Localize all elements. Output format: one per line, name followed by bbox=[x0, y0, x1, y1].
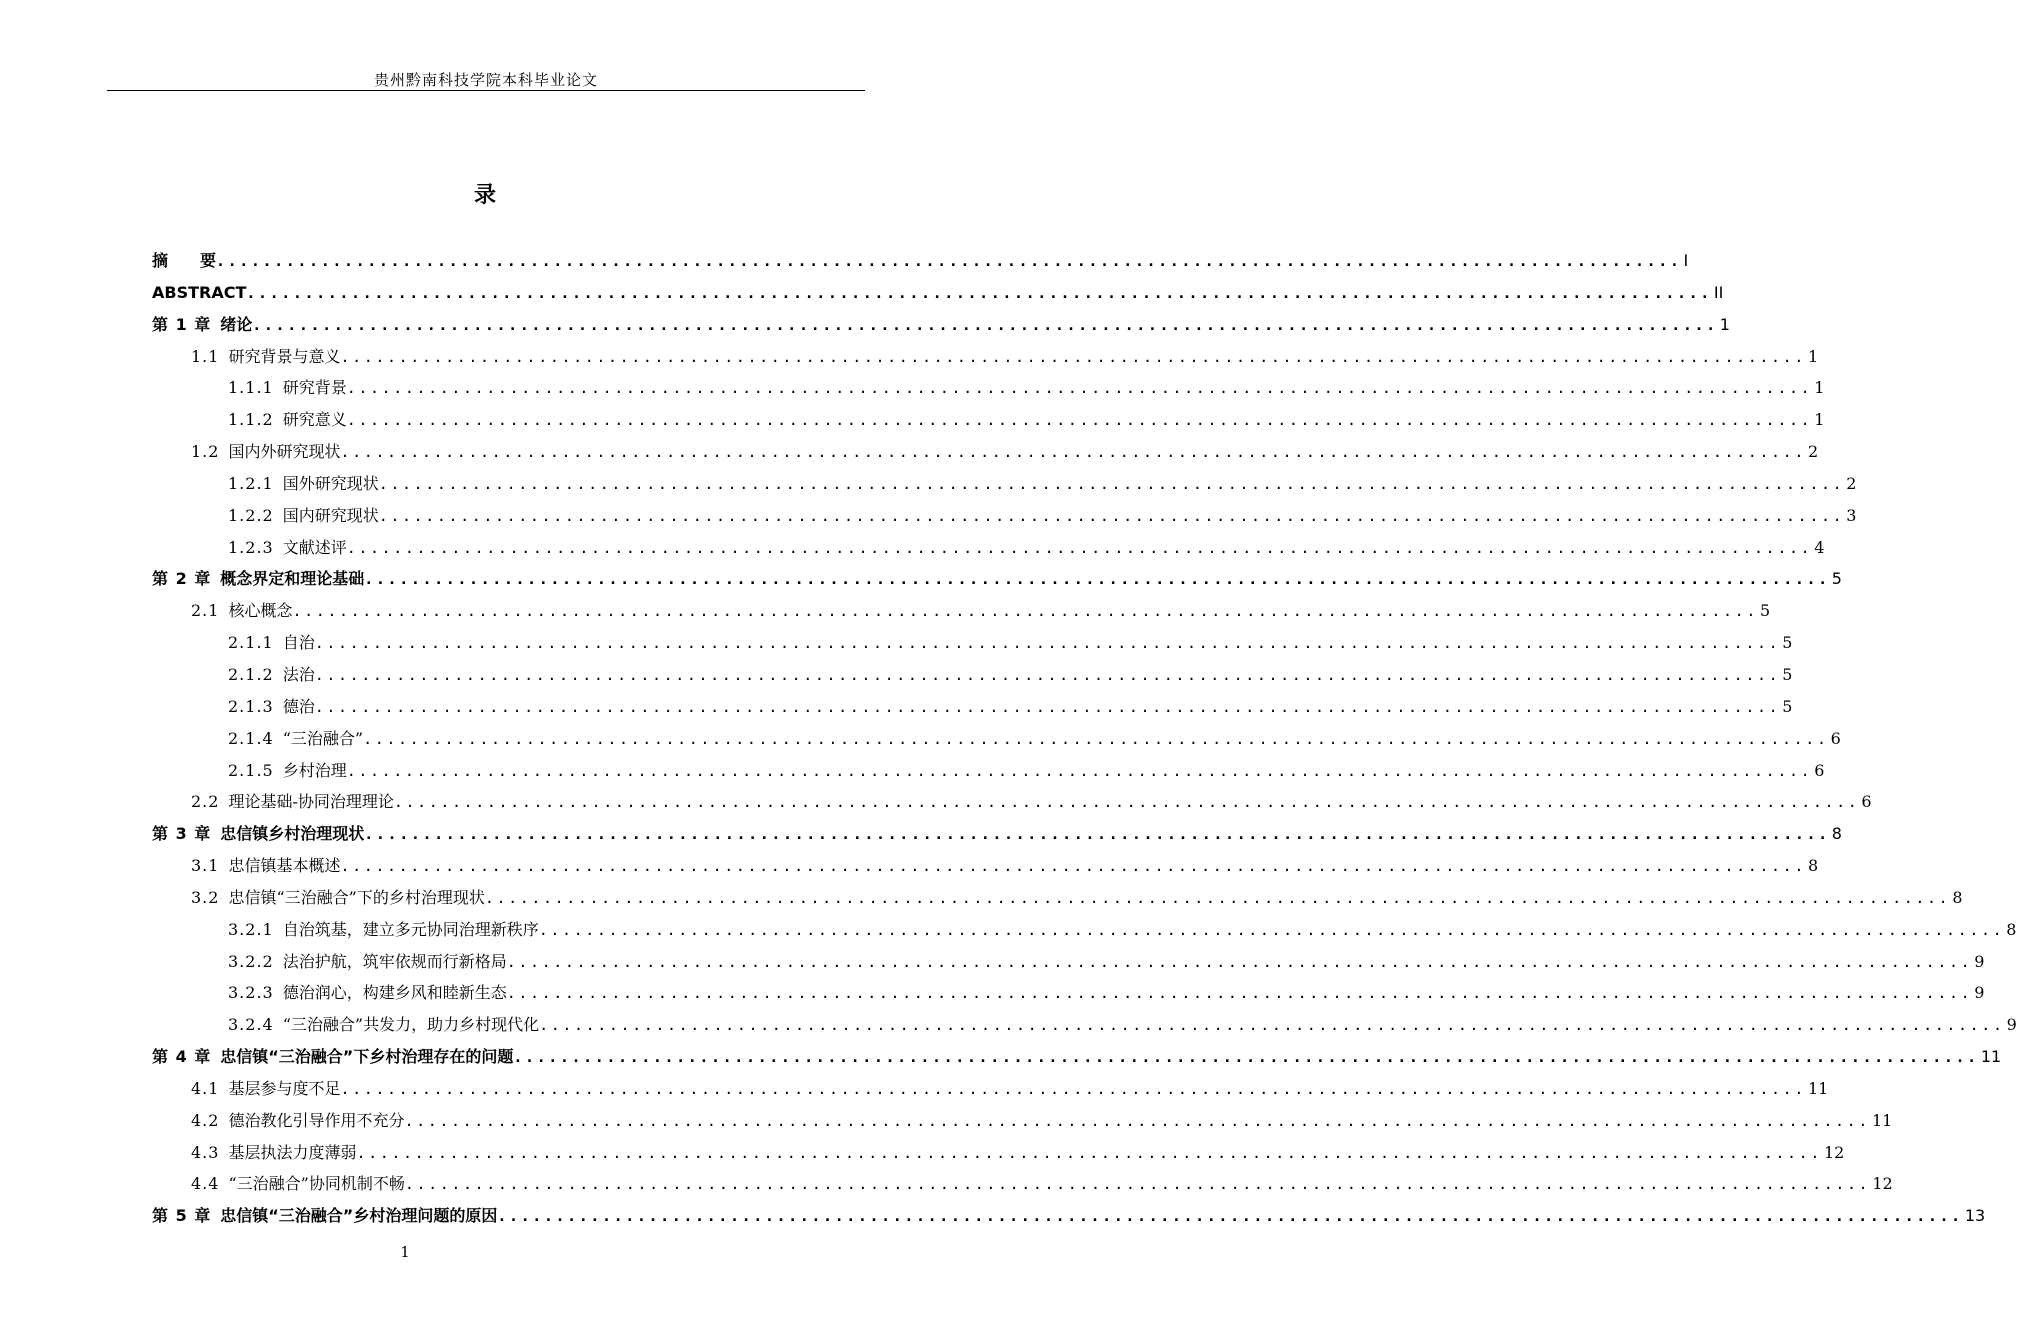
dot-leader: .............................................................................................................................. bbox=[378, 506, 1845, 525]
dot-leader: .............................................................................................................................. bbox=[340, 443, 1806, 462]
toc-entry-page: 12 bbox=[1872, 1174, 1893, 1194]
table-of-contents bbox=[152, 245, 2017, 1232]
toc-entry-text: 核心概念 bbox=[228, 601, 293, 621]
toc-entry-page: 11 bbox=[1871, 1110, 1893, 1130]
dot-leader: .............................................................................................................................. bbox=[393, 793, 1860, 812]
toc-entry[interactable] bbox=[152, 1137, 1845, 1169]
dot-leader: .............................................................................................................................. bbox=[404, 1175, 1871, 1194]
toc-entry-title bbox=[191, 1105, 404, 1137]
dot-leader: .............................................................................................................................. bbox=[340, 347, 1806, 366]
toc-entry-title bbox=[228, 946, 507, 978]
toc-entry-text: 概念界定和理论基础 bbox=[220, 569, 365, 589]
toc-entry-number: 2.1.2 bbox=[228, 664, 274, 684]
toc-entry[interactable] bbox=[152, 1073, 1829, 1105]
dot-leader: .............................................................................................................................. bbox=[340, 1079, 1806, 1098]
toc-entry[interactable] bbox=[152, 1200, 1986, 1232]
toc-entry-number: 2.1.5 bbox=[228, 760, 274, 780]
toc-entry-text: 德治润心，构建乡风和睦新生态 bbox=[282, 983, 507, 1003]
toc-entry-text: 忠信镇“三治融合”乡村治理问题的原因 bbox=[220, 1206, 498, 1226]
dot-leader: .............................................................................................................................. bbox=[363, 729, 1829, 748]
toc-entry-text: 忠信镇基本概述 bbox=[228, 856, 341, 876]
toc-entry[interactable] bbox=[152, 977, 1985, 1009]
dot-leader: .............................................................................................................................. bbox=[378, 474, 1845, 493]
toc-entry-text: 文献述评 bbox=[282, 537, 347, 557]
dot-leader: .............................................................................................................................. bbox=[292, 602, 1758, 621]
toc-entry[interactable] bbox=[152, 1168, 1893, 1200]
toc-entry-title bbox=[152, 245, 216, 277]
dot-leader: .............................................................................................................................. bbox=[216, 252, 1682, 270]
toc-entry-text: “三治融合”共发力，助力乡村现代化 bbox=[282, 1015, 540, 1035]
dot-leader: .............................................................................................................................. bbox=[346, 379, 1813, 398]
toc-entry-page: 1 bbox=[1807, 346, 1819, 366]
toc-entry-text: 乡村治理 bbox=[282, 760, 347, 780]
toc-entry-number: 第 3 章 bbox=[152, 824, 212, 844]
toc-entry[interactable] bbox=[152, 850, 1819, 882]
toc-entry-title bbox=[152, 1041, 513, 1073]
toc-entry[interactable] bbox=[152, 563, 1842, 595]
toc-entry-page: 8 bbox=[2006, 919, 2017, 939]
toc-entry-page: 9 bbox=[2006, 1015, 2017, 1035]
dot-leader: .............................................................................................................................. bbox=[314, 697, 1781, 716]
toc-entry-text: 忠信镇乡村治理现状 bbox=[220, 824, 365, 844]
toc-entry-title bbox=[191, 850, 340, 882]
toc-entry[interactable] bbox=[152, 755, 1825, 787]
toc-entry-number: 1.2.3 bbox=[228, 537, 274, 557]
toc-entry[interactable] bbox=[152, 404, 1825, 436]
toc-entry-number: 4.1 bbox=[191, 1078, 220, 1098]
toc-entry-title bbox=[152, 818, 364, 850]
toc-entry[interactable] bbox=[152, 341, 1819, 373]
toc-entry-text: ABSTRACT bbox=[152, 282, 247, 302]
toc-entry-number: 1.1.1 bbox=[228, 378, 274, 398]
dot-leader: .............................................................................................................................. bbox=[497, 1207, 1963, 1226]
toc-entry[interactable] bbox=[152, 723, 1841, 755]
toc-entry-number: 3.2.2 bbox=[228, 951, 274, 971]
toc-entry[interactable] bbox=[152, 500, 1857, 532]
toc-entry[interactable] bbox=[152, 309, 1730, 341]
toc-entry-text: 德治教化引导作用不充分 bbox=[228, 1110, 405, 1130]
toc-entry-page: 5 bbox=[1782, 696, 1793, 716]
toc-entry-title bbox=[228, 914, 539, 946]
toc-entry-number: 1.1.2 bbox=[228, 410, 274, 430]
toc-entry[interactable] bbox=[152, 659, 1793, 691]
toc-entry-number: 3.2.4 bbox=[228, 1015, 274, 1035]
toc-entry-title bbox=[191, 1073, 340, 1105]
toc-entry[interactable] bbox=[152, 245, 1689, 277]
toc-entry-text: 摘 要 bbox=[152, 251, 217, 270]
toc-title: 录 bbox=[473, 183, 496, 208]
toc-entry-title bbox=[228, 627, 315, 659]
toc-entry-page: 11 bbox=[1807, 1078, 1829, 1098]
toc-entry[interactable] bbox=[152, 1105, 1893, 1137]
toc-entry-title bbox=[152, 277, 246, 309]
toc-entry-title bbox=[228, 500, 379, 532]
toc-entry-title bbox=[152, 1200, 497, 1232]
dot-leader: .............................................................................................................................. bbox=[314, 634, 1781, 653]
toc-entry-number: 第 1 章 bbox=[152, 314, 212, 334]
toc-entry-number: 2.1.1 bbox=[228, 633, 274, 653]
toc-entry[interactable] bbox=[152, 946, 1985, 978]
dot-leader: .............................................................................................................................. bbox=[484, 888, 1951, 907]
toc-entry-page: 5 bbox=[1782, 664, 1793, 684]
toc-entry-text: 德治 bbox=[282, 696, 315, 716]
toc-entry-text: 研究背景 bbox=[282, 378, 347, 398]
header-rule bbox=[107, 90, 865, 91]
toc-entry-number: 2.1 bbox=[191, 601, 220, 621]
toc-entry-text: 基层参与度不足 bbox=[228, 1078, 341, 1098]
toc-entry-page: 8 bbox=[1952, 887, 1963, 907]
dot-leader: .............................................................................................................................. bbox=[506, 952, 1973, 971]
dot-leader: .............................................................................................................................. bbox=[346, 761, 1813, 780]
toc-entry-text: 自治 bbox=[282, 633, 315, 653]
toc-entry-page: 8 bbox=[1831, 824, 1842, 844]
toc-entry-page: 6 bbox=[1830, 728, 1841, 748]
toc-entry-title bbox=[228, 723, 363, 755]
toc-entry-page: 1 bbox=[1814, 378, 1825, 398]
toc-entry-page: 9 bbox=[1974, 951, 1985, 971]
dot-leader: .............................................................................................................................. bbox=[356, 1143, 1822, 1162]
toc-entry-number: 3.2 bbox=[191, 887, 220, 907]
toc-entry-title bbox=[191, 595, 292, 627]
toc-entry-page: 8 bbox=[1807, 856, 1819, 876]
toc-entry-title bbox=[228, 404, 347, 436]
toc-entry-text: 忠信镇“三治融合”下的乡村治理现状 bbox=[228, 887, 485, 907]
toc-entry-number: 1.2.1 bbox=[228, 473, 274, 493]
toc-entry[interactable] bbox=[152, 532, 1825, 564]
toc-entry-text: 自治筑基，建立多元协同治理新秩序 bbox=[282, 919, 539, 939]
toc-entry-page: 2 bbox=[1807, 442, 1819, 462]
toc-entry-page: II bbox=[1713, 282, 1724, 302]
page-header: 贵州黔南科技学院本科毕业论文 bbox=[373, 71, 598, 89]
toc-entry-page: 6 bbox=[1861, 792, 1872, 812]
toc-entry-title bbox=[228, 372, 347, 404]
toc-entry-page: 11 bbox=[1980, 1047, 2002, 1067]
toc-entry-title bbox=[228, 691, 315, 723]
toc-entry-title bbox=[191, 786, 394, 818]
toc-entry-title bbox=[152, 563, 364, 595]
toc-entry-number: 4.3 bbox=[191, 1142, 220, 1162]
toc-entry-number: 第 4 章 bbox=[152, 1047, 212, 1067]
page-number: 1 bbox=[400, 1243, 410, 1261]
dot-leader: .............................................................................................................................. bbox=[364, 825, 1830, 844]
toc-entry-number: 3.1 bbox=[191, 856, 220, 876]
toc-entry-text: 法治护航，筑牢依规而行新格局 bbox=[282, 951, 507, 971]
toc-entry-page: 5 bbox=[1782, 633, 1793, 653]
toc-entry-title bbox=[228, 659, 315, 691]
toc-entry[interactable] bbox=[152, 882, 1963, 914]
toc-entry-number: 3.2.1 bbox=[228, 919, 274, 939]
toc-entry-page: 1 bbox=[1814, 410, 1825, 430]
toc-entry-number: 4.2 bbox=[191, 1110, 220, 1130]
toc-entry-number: 3.2.3 bbox=[228, 983, 274, 1003]
toc-entry-title bbox=[228, 468, 379, 500]
toc-entry-number: 1.2.2 bbox=[228, 505, 274, 525]
toc-entry-page: I bbox=[1683, 251, 1689, 270]
toc-entry-title bbox=[191, 1137, 356, 1169]
toc-entry-number: 4.4 bbox=[191, 1174, 220, 1194]
toc-entry[interactable] bbox=[152, 277, 1724, 309]
toc-entry[interactable] bbox=[152, 1041, 2002, 1073]
toc-entry[interactable] bbox=[152, 1009, 2017, 1041]
toc-entry-number: 2.2 bbox=[191, 792, 220, 812]
toc-entry[interactable] bbox=[152, 627, 1793, 659]
toc-entry-number: 1.2 bbox=[191, 442, 220, 462]
toc-entry-number: 1.1 bbox=[191, 346, 220, 366]
toc-entry-page: 3 bbox=[1846, 505, 1857, 525]
dot-leader: .............................................................................................................................. bbox=[346, 538, 1813, 557]
dot-leader: .............................................................................................................................. bbox=[506, 984, 1973, 1003]
toc-entry-text: “三治融合” bbox=[282, 728, 364, 748]
toc-entry[interactable] bbox=[152, 436, 1819, 468]
toc-entry[interactable] bbox=[152, 818, 1842, 850]
toc-entry-title bbox=[191, 882, 485, 914]
dot-leader: .............................................................................................................................. bbox=[314, 665, 1781, 684]
dot-leader: .............................................................................................................................. bbox=[404, 1111, 1870, 1130]
toc-entry[interactable] bbox=[152, 914, 2017, 946]
toc-entry-text: 国外研究现状 bbox=[282, 473, 379, 493]
toc-entry-text: “三治融合”协同机制不畅 bbox=[228, 1174, 405, 1194]
toc-entry-number: 2.1.3 bbox=[228, 696, 274, 716]
toc-entry-text: 研究背景与意义 bbox=[228, 346, 341, 366]
toc-entry-page: 6 bbox=[1814, 760, 1825, 780]
toc-entry-title bbox=[228, 532, 347, 564]
toc-entry-title bbox=[191, 1168, 405, 1200]
toc-entry-text: 理论基础-协同治理理论 bbox=[228, 792, 394, 812]
toc-entry-text: 绪论 bbox=[220, 314, 253, 334]
toc-entry-text: 研究意义 bbox=[282, 410, 347, 430]
toc-entry-title bbox=[191, 436, 340, 468]
toc-entry[interactable] bbox=[152, 468, 1857, 500]
toc-entry-text: 法治 bbox=[282, 664, 315, 684]
dot-leader: .............................................................................................................................. bbox=[539, 1016, 2005, 1035]
toc-entry-text: 基层执法力度薄弱 bbox=[228, 1142, 357, 1162]
toc-entry-page: 9 bbox=[1974, 983, 1985, 1003]
toc-entry-text: 国内外研究现状 bbox=[228, 442, 341, 462]
toc-entry-page: 2 bbox=[1846, 473, 1857, 493]
toc-entry-page: 13 bbox=[1964, 1206, 1986, 1226]
toc-entry-page: 5 bbox=[1831, 569, 1842, 589]
dot-leader: .............................................................................................................................. bbox=[252, 315, 1718, 334]
toc-entry-number: 第 2 章 bbox=[152, 569, 212, 589]
toc-entry-title bbox=[228, 1009, 539, 1041]
dot-leader: .............................................................................................................................. bbox=[513, 1048, 1979, 1067]
toc-entry-page: 12 bbox=[1823, 1142, 1845, 1162]
toc-entry-text: 国内研究现状 bbox=[282, 505, 379, 525]
toc-entry-number: 第 5 章 bbox=[152, 1206, 212, 1226]
toc-entry[interactable] bbox=[152, 372, 1825, 404]
toc-entry[interactable] bbox=[152, 595, 1771, 627]
dot-leader: .............................................................................................................................. bbox=[364, 570, 1830, 589]
toc-entry-page: 1 bbox=[1719, 314, 1730, 334]
dot-leader: .............................................................................................................................. bbox=[538, 920, 2005, 939]
toc-entry-title bbox=[228, 755, 347, 787]
toc-entry[interactable] bbox=[152, 786, 1872, 818]
toc-entry-page: 4 bbox=[1814, 537, 1825, 557]
dot-leader: .............................................................................................................................. bbox=[246, 283, 1712, 302]
toc-entry-title bbox=[152, 309, 252, 341]
toc-entry-page: 5 bbox=[1759, 601, 1771, 621]
toc-entry-number: 2.1.4 bbox=[228, 728, 274, 748]
toc-entry-title bbox=[191, 341, 340, 373]
toc-entry-text: 忠信镇“三治融合”下乡村治理存在的问题 bbox=[220, 1047, 514, 1067]
toc-entry[interactable] bbox=[152, 691, 1793, 723]
toc-entry-title bbox=[228, 977, 507, 1009]
dot-leader: .............................................................................................................................. bbox=[340, 857, 1806, 876]
dot-leader: .............................................................................................................................. bbox=[346, 411, 1813, 430]
